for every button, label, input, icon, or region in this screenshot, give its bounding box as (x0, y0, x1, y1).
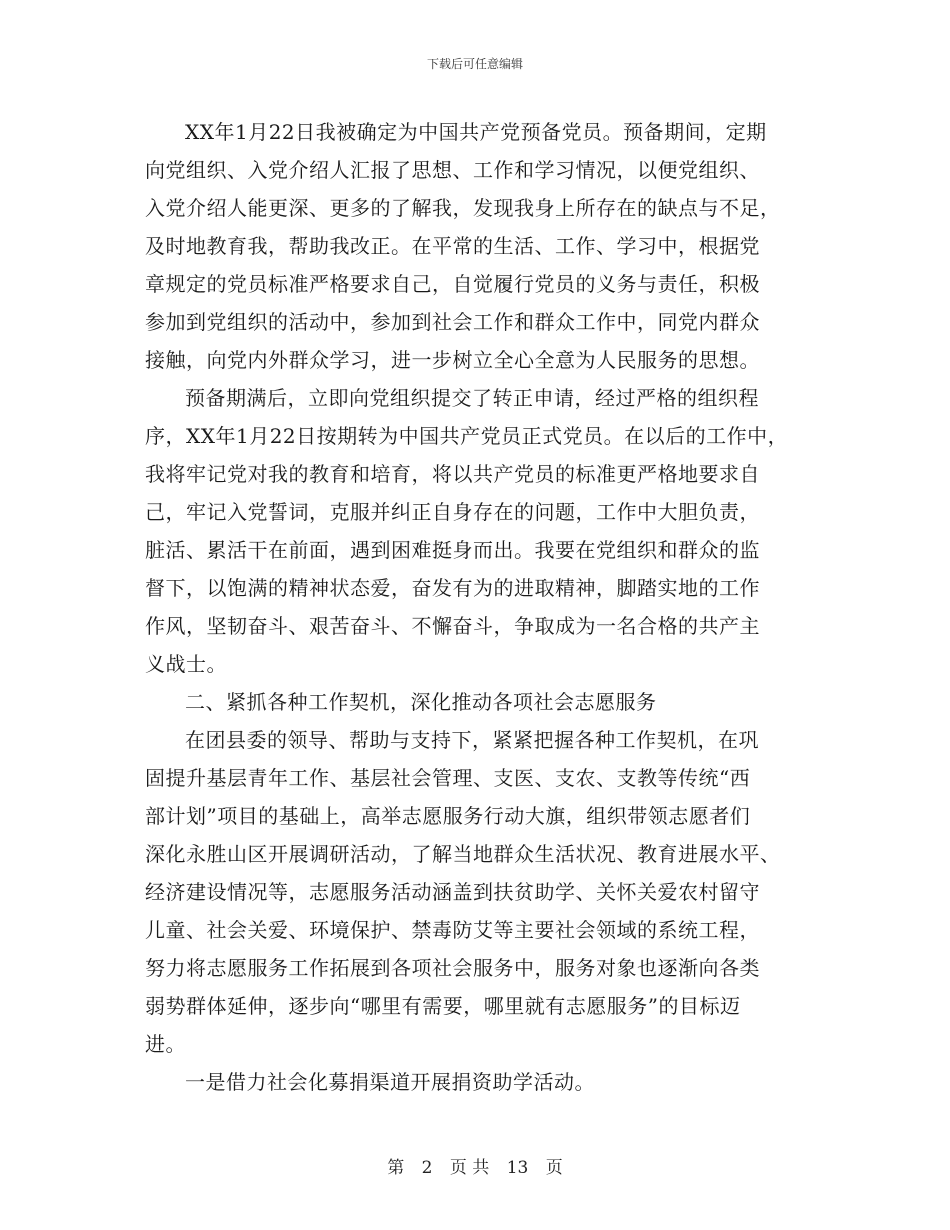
text-line: 在团县委的领导、帮助与支持下，紧紧把握各种工作契机，在巩 (185, 728, 759, 752)
text-line: 义战士。 (145, 652, 227, 676)
text-line: 二、紧抓各种工作契机，深化推动各项社会志愿服务 (185, 690, 657, 714)
text-line: 接触，向党内外群众学习，进一步树立全心全意为人民服务的思想。 (145, 348, 760, 372)
text-line: 及时地教育我，帮助我改正。在平常的生活、工作、学习中，根据党 (145, 234, 760, 258)
text-line: 督下，以饱满的精神状态爱，奋发有为的进取精神，脚踏实地的工作 (145, 576, 760, 600)
text-line: 作风，坚韧奋斗、艰苦奋斗、不懈奋斗，争取成为一名合格的共产主 (145, 614, 760, 638)
text-line: 一是借力社会化募捐渠道开展捐资助学活动。 (185, 1070, 595, 1094)
text-line: 儿童、社会关爱、环境保护、禁毒防艾等主要社会领域的系统工程， (145, 918, 760, 942)
text-line: 深化永胜山区开展调研活动，了解当地群众生活状况、教育进展水平、 (145, 842, 781, 866)
footer-suffix: 页 (545, 1158, 563, 1178)
page-footer (0, 1153, 950, 1178)
text-line: 进。 (145, 1032, 186, 1056)
text-line: 我将牢记党对我的教育和培育，将以共产党员的标准更严格地要求自 (145, 462, 760, 486)
text-line: 固提升基层青年工作、基层社会管理、支医、支农、支教等传统“西 (145, 766, 751, 790)
text-line: 参加到党组织的活动中，参加到社会工作和群众工作中，同党内群众 (145, 310, 760, 334)
text-line: 努力将志愿服务工作拓展到各项社会服务中，服务对象也逐渐向各类 (145, 956, 760, 980)
text-line: 经济建设情况等，志愿服务活动涵盖到扶贫助学、关怀关爱农村留守 (145, 880, 760, 904)
footer-prefix: 第 (387, 1158, 405, 1178)
text-line: 部计划”项目的基础上，高举志愿服务行动大旗，组织带领志愿者们 (145, 804, 751, 828)
text-line: XX年1月22日我被确定为中国共产党预备党员。预备期间，定期 (185, 120, 767, 144)
text-line: 向党组织、入党介绍人汇报了思想、工作和学习情况，以便党组织、 (145, 158, 760, 182)
text-line: 序，XX年1月22日按期转为中国共产党员正式党员。在以后的工作中， (145, 424, 789, 448)
text-line: 预备期满后，立即向党组织提交了转正申请，经过严格的组织程 (185, 386, 759, 410)
page-header: 下载后可任意编辑 (426, 57, 523, 71)
text-line: 脏活、累活干在前面，遇到困难挺身而出。我要在党组织和群众的监 (145, 538, 760, 562)
text-line: 章规定的党员标准严格要求自己，自觉履行党员的义务与责任，积极 (145, 272, 760, 296)
footer-page-number: 2 (421, 1158, 433, 1178)
footer-total-pages: 13 (506, 1158, 529, 1178)
text-line: 弱势群体延伸，逐步向“哪里有需要，哪里就有志愿服务”的目标迈 (145, 994, 741, 1018)
text-line: 入党介绍人能更深、更多的了解我，发现我身上所存在的缺点与不足， (145, 196, 781, 220)
text-line: 己，牢记入党誓词，克服并纠正自身存在的问题，工作中大胆负责， (145, 500, 760, 524)
footer-middle: 页 共 (449, 1158, 490, 1178)
